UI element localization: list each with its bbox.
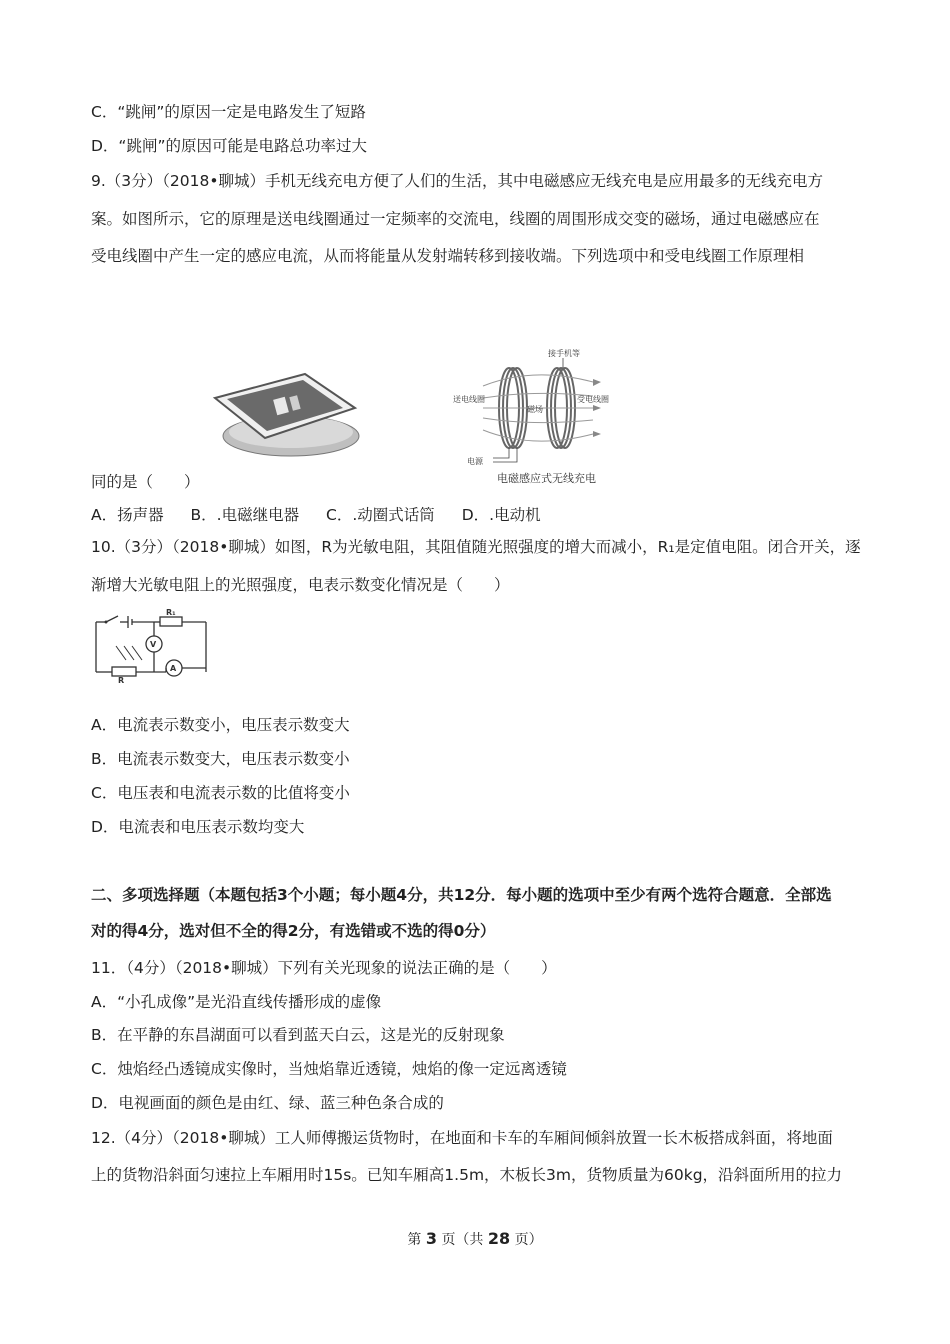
q11-option-c: C．烛焰经凸透镜成实像时，当烛焰靠近透镜，烛焰的像一定远离透镜 bbox=[91, 1060, 567, 1078]
q9-stem-line-2: 案。如图所示，它的原理是送电线圈通过一定频率的交流电，线圈的周围形成交变的磁场，通过电磁感应在 bbox=[91, 210, 820, 228]
q10-option-d: D．电流表和电压表示数均变大 bbox=[91, 818, 305, 836]
q9-option-a: A．扬声器 bbox=[91, 506, 164, 524]
figure-caption: 电磁感应式无线充电 bbox=[497, 472, 596, 485]
circuit-diagram bbox=[92, 606, 212, 684]
label-receive-coil: 受电线圈 bbox=[577, 395, 609, 404]
section2-heading-line-1: 二、多项选择题（本题包括3个小题；每小题4分，共12分．每小题的选项中至少有两个选符合题意．全部选 bbox=[91, 886, 832, 904]
page-footer bbox=[0, 1229, 950, 1249]
footer-prefix: 第 bbox=[407, 1232, 422, 1248]
q9-options bbox=[91, 503, 563, 525]
ammeter-label: A bbox=[170, 664, 177, 673]
q11-stem: 11．（4分）（2018•聊城）下列有关光现象的说法正确的是（ ） bbox=[91, 959, 557, 977]
footer-total-pages: 28 bbox=[487, 1229, 511, 1248]
q9-option-d: D．.电动机 bbox=[461, 506, 541, 524]
q11-option-d: D．电视画面的颜色是由红、绿、蓝三种色条合成的 bbox=[91, 1094, 444, 1112]
q10-option-b: B．电流表示数变大，电压表示数变小 bbox=[91, 750, 350, 768]
q11-option-b: B．在平静的东昌湖面可以看到蓝天白云，这是光的反射现象 bbox=[91, 1026, 505, 1044]
q10-stem-line-2: 渐增大光敏电阻上的光照强度，电表示数变化情况是（ ） bbox=[91, 576, 510, 594]
q8-option-c: C．“跳闸”的原因一定是电路发生了短路 bbox=[91, 103, 366, 121]
q12-stem-line-2: 上的货物沿斜面匀速拉上车厢用时15s。已知车厢高1.5m，木板长3m，货物质量为60kg，沿斜面所用的拉力 bbox=[91, 1166, 843, 1184]
q11-option-a: A．“小孔成像”是光沿直线传播形成的虚像 bbox=[91, 993, 382, 1011]
induction-coil-diagram bbox=[453, 346, 613, 488]
q10-stem-line-1: 10.（3分）（2018•聊城）如图，R为光敏电阻，其阻值随光照强度的增大而减小，R₁是定值电阻。闭合开关，逐 bbox=[91, 538, 861, 556]
footer-mid: 页（共 bbox=[441, 1232, 484, 1248]
q9-option-c: C．.动圈式话筒 bbox=[326, 506, 435, 524]
q8-option-d: D．“跳闸”的原因可能是电路总功率过大 bbox=[91, 137, 367, 155]
label-magnetic-field: 磁场 bbox=[527, 405, 543, 414]
phone-charger-image bbox=[205, 368, 365, 460]
q10-option-a: A．电流表示数变小，电压表示数变大 bbox=[91, 716, 350, 734]
label-send-coil: 送电线圈 bbox=[453, 395, 485, 404]
label-r: R bbox=[118, 676, 125, 684]
footer-page-number: 3 bbox=[425, 1229, 437, 1248]
voltmeter-label: V bbox=[150, 640, 157, 649]
q9-stem-line-3: 受电线圈中产生一定的感应电流，从而将能量从发射端转移到接收端。下列选项中和受电线圈工作原理相 bbox=[91, 247, 805, 265]
q9-stem-line-1: 9.（3分）（2018•聊城）手机无线充电方便了人们的生活，其中电磁感应无线充电是应用最多的无线充电方 bbox=[91, 172, 823, 190]
footer-suffix: 页） bbox=[514, 1232, 543, 1248]
q9-option-b: B．.电磁继电器 bbox=[190, 506, 300, 524]
q12-stem-line-1: 12.（4分）（2018•聊城）工人师傅搬运货物时，在地面和卡车的车厢间倾斜放置一长木板搭成斜面，将地面 bbox=[91, 1129, 833, 1147]
q9-stem-tail: 同的是（ ） bbox=[91, 473, 200, 491]
label-power: 电源 bbox=[467, 457, 483, 466]
q10-option-c: C．电压表和电流表示数的比值将变小 bbox=[91, 784, 350, 802]
section2-heading-line-2: 对的得4分，选对但不全的得2分，有选错或不选的得0分） bbox=[91, 922, 496, 940]
label-r1: R₁ bbox=[166, 608, 176, 617]
label-top: 接手机等 bbox=[548, 349, 580, 358]
